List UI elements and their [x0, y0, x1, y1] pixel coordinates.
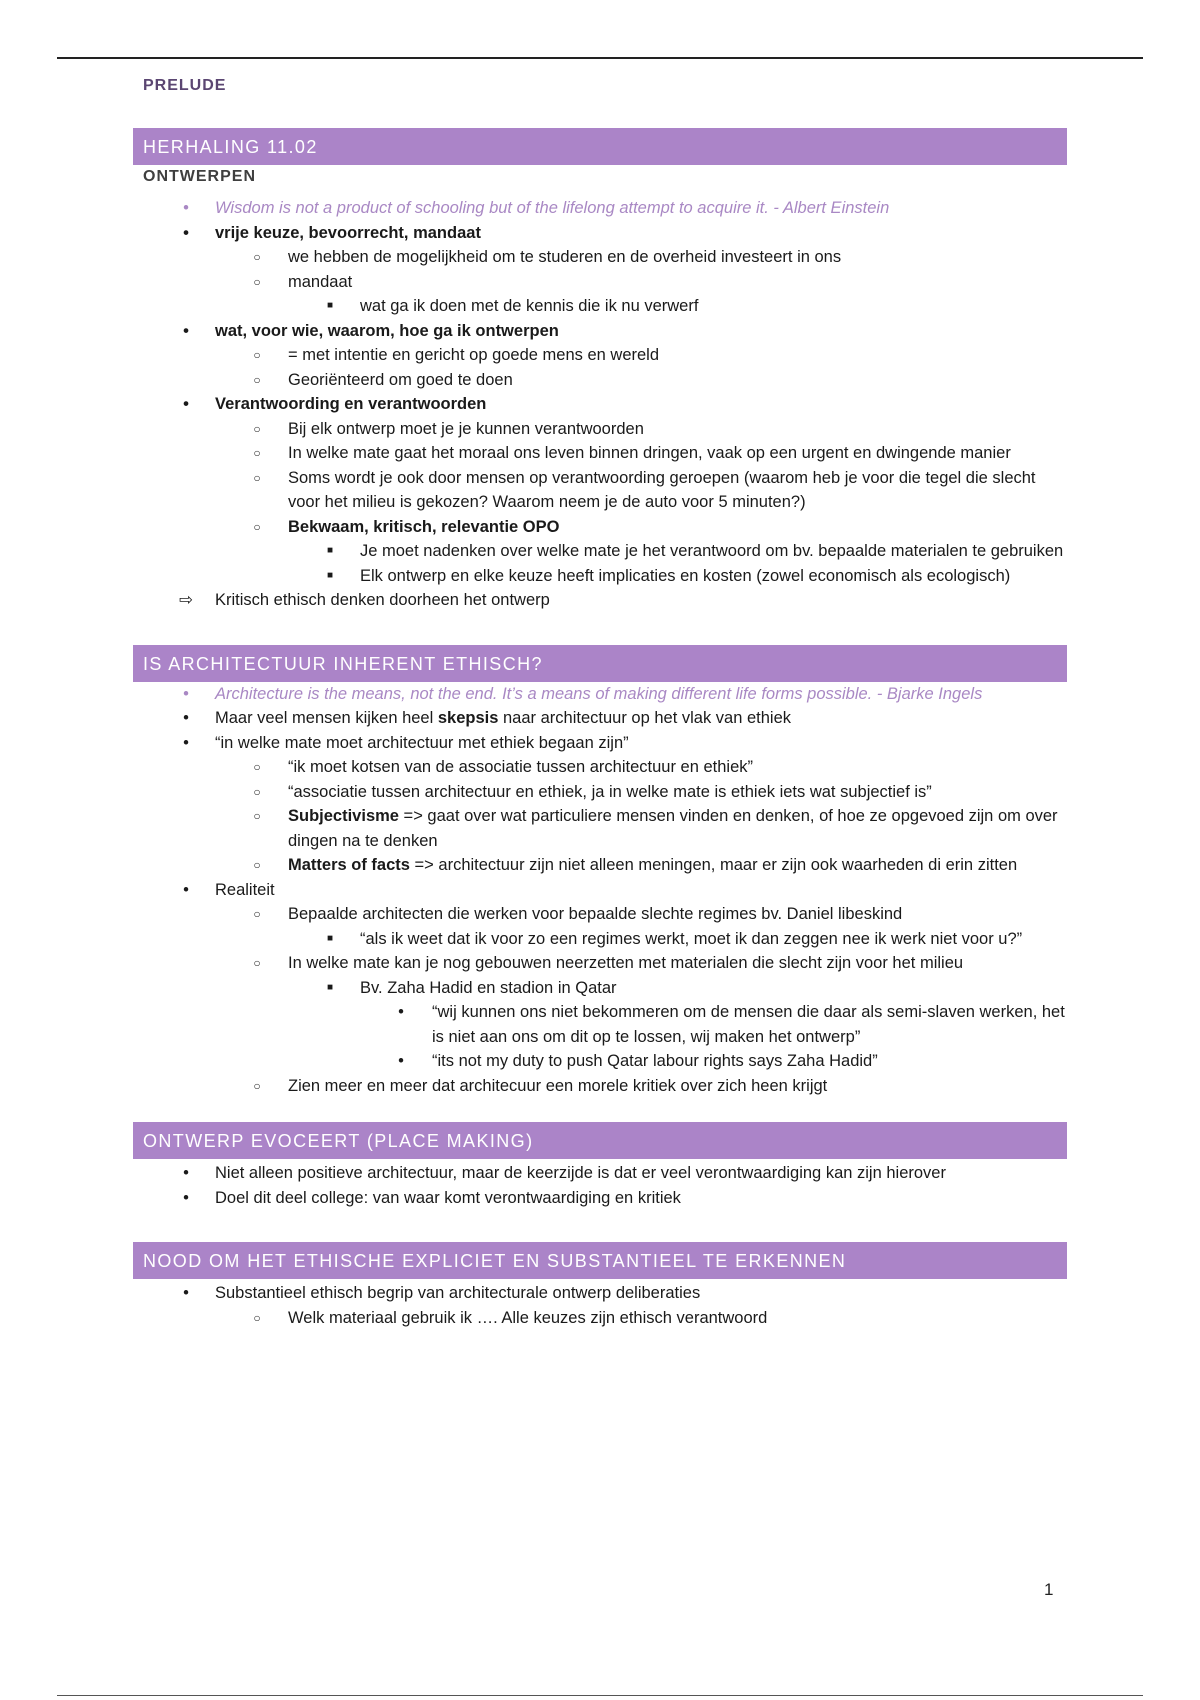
square-bullet-icon: ■ — [326, 981, 334, 993]
circle-bullet-icon: ○ — [253, 809, 261, 823]
list-item: ○ Soms wordt je ook door mensen op verantwoording geroepen (waarom heb je voor die tegel die slecht voor het milieu is gekozen? Waarom neem je de auto voor 5 minuten?) — [133, 466, 1067, 515]
conclusion-item: ⇨ Kritisch ethisch denken doorheen het ontwerp — [133, 588, 1067, 613]
top-rule — [57, 57, 1143, 59]
quote-ingels: • Architecture is the means, not the end. It’s a means of making different life forms possible. - Bjarke Ingels — [133, 682, 1067, 707]
list-item: ■ wat ga ik doen met de kennis die ik nu verwerf — [133, 294, 1067, 319]
circle-bullet-icon: ○ — [253, 348, 261, 362]
list-item: ■ Elk ontwerp en elke keuze heeft implicaties en kosten (zowel economisch als ecologisch) — [133, 564, 1067, 589]
list-item: ○ “associatie tussen architectuur en ethiek, ja in welke mate is ethiek iets wat subjectief is” — [133, 780, 1067, 805]
list-item: • vrije keuze, bevoorrecht, mandaat — [133, 221, 1067, 246]
circle-bullet-icon: ○ — [253, 907, 261, 921]
list-item: • Verantwoording en verantwoorden — [133, 392, 1067, 417]
list-item: • Doel dit deel college: van waar komt verontwaardiging en kritiek — [133, 1186, 1067, 1211]
circle-bullet-icon: ○ — [253, 446, 261, 460]
bullet-icon: • — [183, 880, 189, 899]
bullet-icon: • — [183, 684, 189, 703]
quote-einstein: • Wisdom is not a product of schooling but of the lifelong attempt to acquire it. - Albert Einstein — [133, 196, 1067, 221]
list-item: ○ “ik moet kotsen van de associatie tussen architectuur en ethiek” — [133, 755, 1067, 780]
bullet-icon: • — [183, 1284, 189, 1302]
arrow-right-icon: ⇨ — [179, 591, 193, 609]
page-number: 1 — [1044, 1580, 1054, 1599]
list-item: ○ Subjectivisme => gaat over wat particuliere mensen vinden en denken, of hoe ze opgevoed zijn om over dingen na te denken — [133, 804, 1067, 853]
list-item: • “in welke mate moet architectuur met ethiek begaan zijn” — [133, 731, 1067, 756]
list-item: • “its not my duty to push Qatar labour rights says Zaha Hadid” — [133, 1049, 1067, 1074]
subheading-ontwerpen: ONTWERPEN — [143, 168, 256, 185]
list-item: • Realiteit — [133, 878, 1067, 903]
section-header-inherent: IS ARCHITECTUUR INHERENT ETHISCH? — [133, 645, 1067, 682]
list-item: ○ Georiënteerd om goed te doen — [133, 368, 1067, 393]
list-item: • Substantieel ethisch begrip van architecturale ontwerp deliberaties — [133, 1281, 1067, 1306]
list-item: ○ Welk materiaal gebruik ik …. Alle keuzes zijn ethisch verantwoord — [133, 1306, 1067, 1331]
circle-bullet-icon: ○ — [253, 784, 261, 799]
list-item: ○ Bepaalde architecten die werken voor bepaalde slechte regimes bv. Daniel libeskind — [133, 902, 1067, 927]
bullet-icon: • — [183, 395, 189, 413]
list-item: • Niet alleen positieve architectuur, maar de keerzijde is dat er veel verontwaardiging kan zijn hierover — [133, 1161, 1067, 1186]
prelude-heading: PRELUDE — [143, 77, 227, 94]
section-header-evoceert: ONTWERP EVOCEERT (PLACE MAKING) — [133, 1122, 1067, 1159]
bullet-icon: • — [183, 199, 189, 217]
circle-bullet-icon: ○ — [253, 421, 261, 436]
circle-bullet-icon: ○ — [253, 956, 261, 970]
list-item: ○ Matters of facts => architectuur zijn niet alleen meningen, maar er zijn ook waarheden di erin zitten — [133, 853, 1067, 878]
list-item: ○ we hebben de mogelijkheid om te studeren en de overheid investeert in ons — [133, 245, 1067, 270]
bullet-icon: • — [183, 223, 189, 242]
document-body — [133, 72, 1067, 1330]
square-bullet-icon: ■ — [326, 569, 334, 581]
bullet-icon: • — [398, 1003, 404, 1021]
list-item: • Maar veel mensen kijken heel skepsis naar architectuur op het vlak van ethiek — [133, 706, 1067, 731]
list-item: ○ Bekwaam, kritisch, relevantie OPO — [133, 515, 1067, 540]
list-item: ○ = met intentie en gericht op goede mens en wereld — [133, 343, 1067, 368]
circle-bullet-icon: ○ — [253, 372, 261, 387]
list-item: ○ Bij elk ontwerp moet je je kunnen verantwoorden — [133, 417, 1067, 442]
bullet-icon: • — [183, 709, 189, 727]
list-item: ■ Je moet nadenken over welke mate je het verantwoord om bv. bepaalde materialen te gebruiken — [133, 539, 1067, 564]
square-bullet-icon: ■ — [326, 300, 334, 311]
circle-bullet-icon: ○ — [253, 519, 261, 534]
list-item: ○ mandaat — [133, 270, 1067, 295]
circle-bullet-icon: ○ — [253, 470, 261, 485]
bottom-rule — [57, 1695, 1143, 1696]
bullet-icon: • — [183, 321, 189, 340]
circle-bullet-icon: ○ — [253, 250, 261, 264]
circle-bullet-icon: ○ — [253, 274, 261, 289]
bullet-icon: • — [183, 733, 189, 752]
section-header-herhaling: HERHALING 11.02 — [133, 128, 1067, 165]
bullet-icon: • — [183, 1188, 189, 1207]
square-bullet-icon: ■ — [326, 545, 334, 556]
list-item: ■ Bv. Zaha Hadid en stadion in Qatar — [133, 976, 1067, 1001]
circle-bullet-icon: ○ — [253, 1310, 261, 1325]
list-item: • wat, voor wie, waarom, hoe ga ik ontwerpen — [133, 319, 1067, 344]
list-item: • “wij kunnen ons niet bekommeren om de mensen die daar als semi-slaven werken, het is niet aan ons om dit op te lossen, wij maken het ontwerp” — [133, 1000, 1067, 1049]
square-bullet-icon: ■ — [326, 932, 334, 944]
bullet-icon: • — [398, 1052, 404, 1070]
section-header-nood: NOOD OM HET ETHISCHE EXPLICIET EN SUBSTANTIEEL TE ERKENNEN — [133, 1242, 1067, 1279]
list-item: ■ “als ik weet dat ik voor zo een regimes werkt, moet ik dan zeggen nee ik werk niet voor u?” — [133, 927, 1067, 952]
bullet-icon: • — [183, 1164, 189, 1182]
circle-bullet-icon: ○ — [253, 760, 261, 774]
circle-bullet-icon: ○ — [253, 858, 261, 872]
list-item: ○ In welke mate kan je nog gebouwen neerzetten met materialen die slecht zijn voor het milieu — [133, 951, 1067, 976]
list-item: ○ In welke mate gaat het moraal ons leven binnen dringen, vaak op een urgent en dwingende manier — [133, 441, 1067, 466]
list-item: ○ Zien meer en meer dat architecuur een morele kritiek over zich heen krijgt — [133, 1074, 1067, 1099]
circle-bullet-icon: ○ — [253, 1078, 261, 1093]
